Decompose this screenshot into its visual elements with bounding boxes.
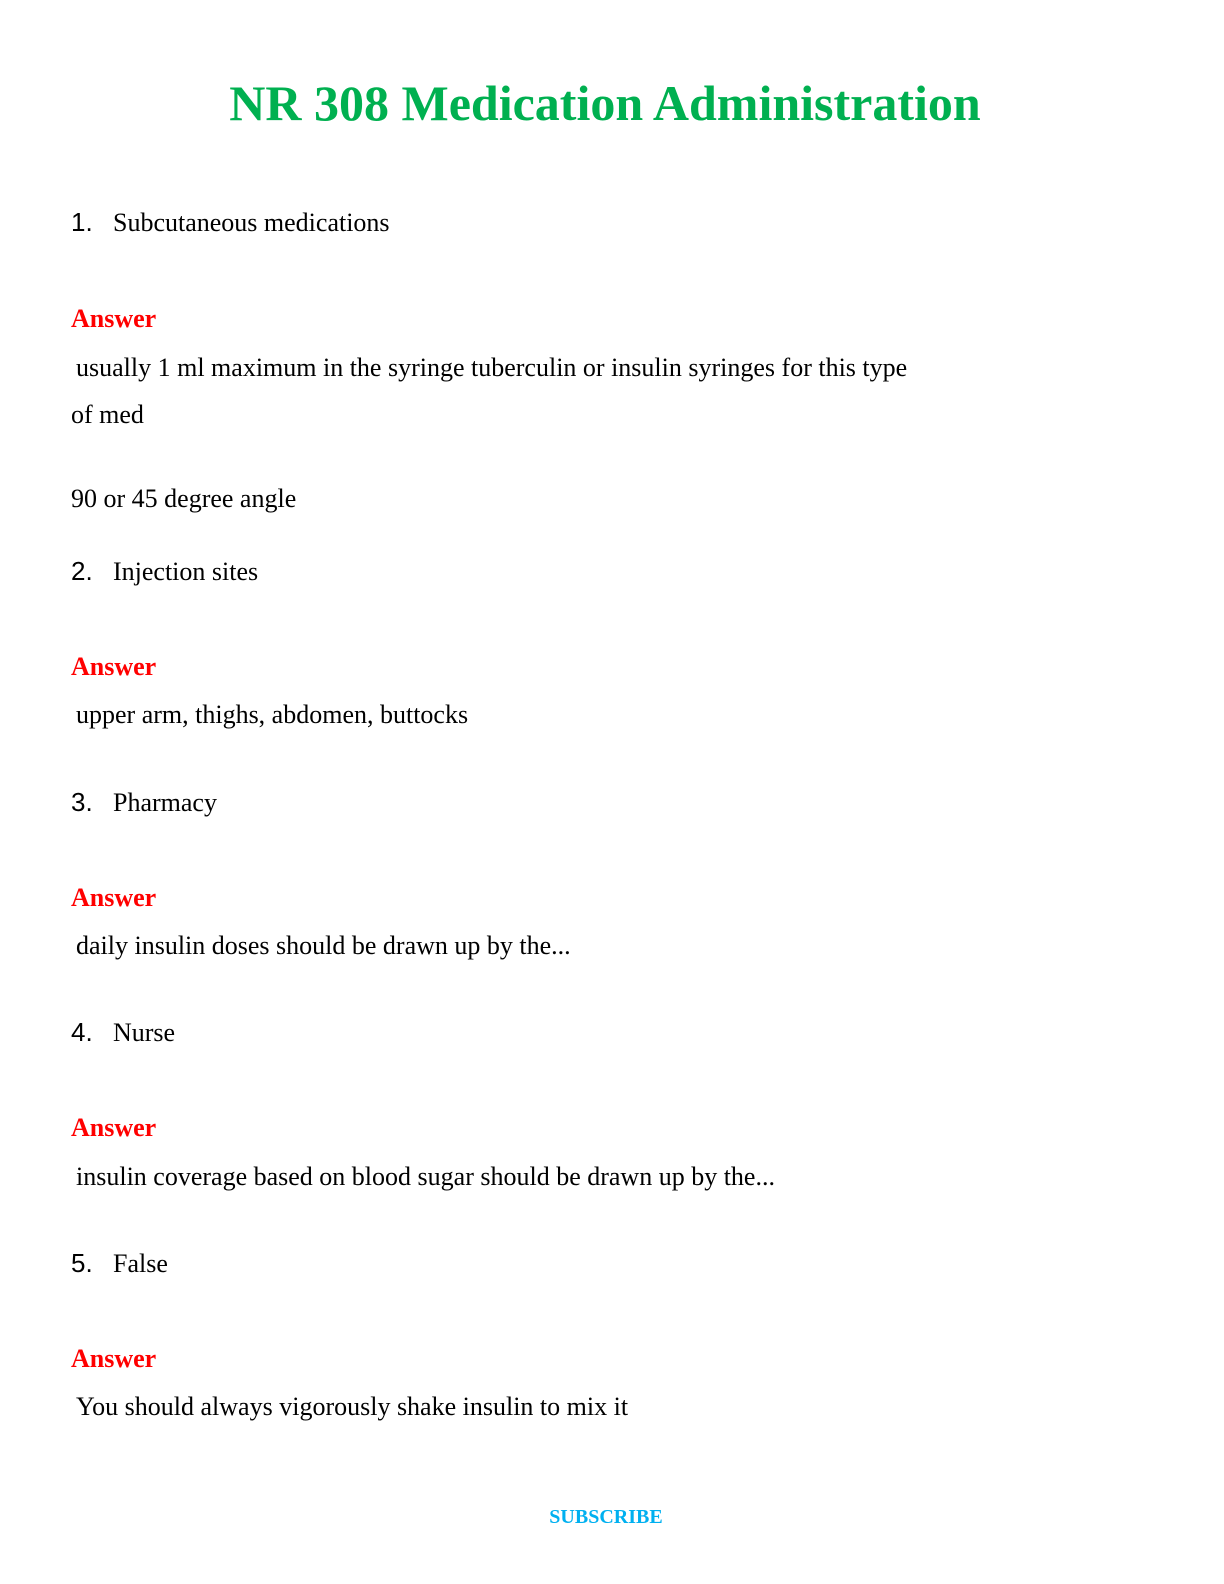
answer-text: upper arm, thighs, abdomen, buttocks (76, 700, 469, 729)
question-1 (71, 206, 390, 239)
answer-label: Answer (71, 1113, 157, 1142)
question-text: Nurse (113, 1018, 176, 1047)
answer-text: daily insulin doses should be drawn up by the... (76, 931, 571, 960)
question-2 (71, 555, 258, 588)
question-5 (71, 1247, 168, 1280)
question-3 (71, 786, 217, 819)
question-number: 3. (71, 787, 93, 817)
question-number: 1. (71, 207, 93, 237)
answer-label: Answer (71, 1344, 157, 1373)
question-4 (71, 1016, 175, 1049)
question-text: Injection sites (113, 557, 259, 586)
question-text: False (113, 1249, 168, 1278)
question-number: 5. (71, 1248, 93, 1278)
subscribe-link[interactable]: SUBSCRIBE (549, 1506, 663, 1528)
answer-label: Answer (71, 652, 157, 681)
question-number: 4. (71, 1017, 93, 1047)
question-number: 2. (71, 556, 93, 586)
question-text: Pharmacy (113, 788, 217, 817)
page-title: NR 308 Medication Administration (229, 75, 981, 131)
answer-text: usually 1 ml maximum in the syringe tuberculin or insulin syringes for this type of med (71, 353, 908, 429)
question-text: Subcutaneous medications (113, 208, 390, 237)
answer-extra: 90 or 45 degree angle (71, 484, 297, 513)
answer-text: You should always vigorously shake insulin to mix it (76, 1392, 629, 1421)
answer-text: insulin coverage based on blood sugar should be drawn up by the... (76, 1162, 775, 1191)
answer-label: Answer (71, 883, 157, 912)
answer-label: Answer (71, 304, 157, 333)
